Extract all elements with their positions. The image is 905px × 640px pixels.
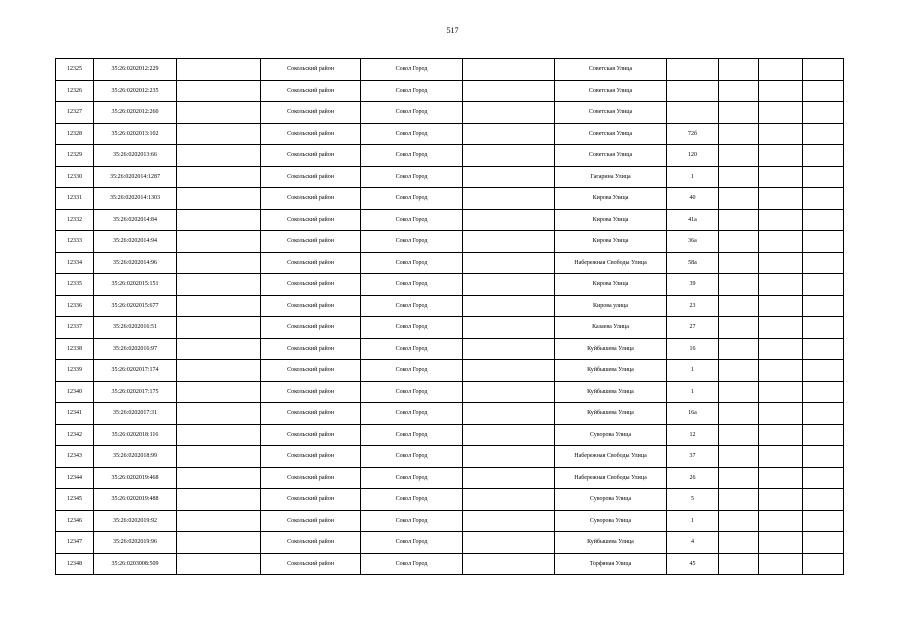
empty-cell	[463, 424, 555, 446]
table-row	[56, 166, 844, 188]
house-number-cell	[667, 80, 719, 102]
empty-cell	[803, 231, 844, 253]
empty-cell	[759, 231, 803, 253]
row-number-cell: 12334	[56, 252, 94, 274]
house-number-cell: 12	[667, 424, 719, 446]
cadastral-number-cell: 35:26:0202019:96	[94, 532, 177, 554]
cadastral-number-cell: 35:26:0202014:94	[94, 231, 177, 253]
empty-cell	[803, 80, 844, 102]
street-cell: Куйбышева Улица	[555, 403, 667, 425]
table-row	[56, 424, 844, 446]
empty-cell	[719, 80, 759, 102]
empty-cell	[463, 231, 555, 253]
empty-cell	[177, 231, 261, 253]
empty-cell	[759, 123, 803, 145]
empty-cell	[463, 252, 555, 274]
empty-cell	[719, 424, 759, 446]
house-number-cell	[667, 102, 719, 124]
empty-cell	[759, 59, 803, 81]
house-number-cell: 26	[667, 467, 719, 489]
empty-cell	[759, 424, 803, 446]
row-number-cell: 12348	[56, 553, 94, 575]
street-cell: Советская Улица	[555, 102, 667, 124]
district-cell: Сокольский район	[261, 166, 361, 188]
house-number-cell: 1	[667, 166, 719, 188]
row-number-cell: 12327	[56, 102, 94, 124]
row-number-cell: 12342	[56, 424, 94, 446]
house-number-cell: 4	[667, 532, 719, 554]
empty-cell	[463, 553, 555, 575]
city-cell: Сокол Город	[361, 317, 463, 339]
empty-cell	[719, 381, 759, 403]
empty-cell	[177, 209, 261, 231]
table-row	[56, 188, 844, 210]
house-number-cell: 37	[667, 446, 719, 468]
empty-cell	[177, 532, 261, 554]
cadastral-number-cell: 35:26:0202016:51	[94, 317, 177, 339]
empty-cell	[463, 317, 555, 339]
cadastral-number-cell: 35:26:0202012:235	[94, 80, 177, 102]
cadastral-number-cell: 35:26:0202015:151	[94, 274, 177, 296]
empty-cell	[759, 532, 803, 554]
street-cell: Набережная Свободы Улица	[555, 446, 667, 468]
street-cell: Кирова Улица	[555, 209, 667, 231]
district-cell: Сокольский район	[261, 209, 361, 231]
cadastral-number-cell: 35:26:0202012:260	[94, 102, 177, 124]
table-row	[56, 252, 844, 274]
empty-cell	[177, 188, 261, 210]
street-cell: Советская Улица	[555, 145, 667, 167]
empty-cell	[463, 360, 555, 382]
city-cell: Сокол Город	[361, 532, 463, 554]
empty-cell	[463, 209, 555, 231]
district-cell: Сокольский район	[261, 403, 361, 425]
street-cell: Советская Улица	[555, 59, 667, 81]
row-number-cell: 12328	[56, 123, 94, 145]
empty-cell	[719, 489, 759, 511]
empty-cell	[759, 467, 803, 489]
row-number-cell: 12346	[56, 510, 94, 532]
house-number-cell: 72б	[667, 123, 719, 145]
house-number-cell: 1	[667, 510, 719, 532]
table-row	[56, 446, 844, 468]
table-row	[56, 295, 844, 317]
city-cell: Сокол Город	[361, 209, 463, 231]
street-cell: Куйбышева Улица	[555, 338, 667, 360]
empty-cell	[719, 123, 759, 145]
empty-cell	[803, 510, 844, 532]
empty-cell	[803, 553, 844, 575]
street-cell: Кирова Улица	[555, 231, 667, 253]
cadastral-number-cell: 35:26:0202019:468	[94, 467, 177, 489]
empty-cell	[463, 80, 555, 102]
city-cell: Сокол Город	[361, 59, 463, 81]
cadastral-number-cell: 35:26:0202017:174	[94, 360, 177, 382]
house-number-cell: 40	[667, 188, 719, 210]
empty-cell	[803, 295, 844, 317]
city-cell: Сокол Город	[361, 360, 463, 382]
city-cell: Сокол Город	[361, 446, 463, 468]
empty-cell	[177, 360, 261, 382]
empty-cell	[803, 317, 844, 339]
district-cell: Сокольский район	[261, 446, 361, 468]
table-row	[56, 381, 844, 403]
empty-cell	[463, 338, 555, 360]
table-row	[56, 59, 844, 81]
district-cell: Сокольский район	[261, 553, 361, 575]
city-cell: Сокол Город	[361, 467, 463, 489]
street-cell: Куйбышева Улица	[555, 532, 667, 554]
empty-cell	[759, 403, 803, 425]
cadastral-number-cell: 35:26:0202013:102	[94, 123, 177, 145]
house-number-cell: 58а	[667, 252, 719, 274]
street-cell: Суворова Улица	[555, 489, 667, 511]
empty-cell	[463, 381, 555, 403]
empty-cell	[803, 489, 844, 511]
cadastral-number-cell: 35:26:0202015:677	[94, 295, 177, 317]
row-number-cell: 12345	[56, 489, 94, 511]
empty-cell	[803, 166, 844, 188]
city-cell: Сокол Город	[361, 102, 463, 124]
empty-cell	[177, 59, 261, 81]
house-number-cell: 27	[667, 317, 719, 339]
row-number-cell: 12343	[56, 446, 94, 468]
empty-cell	[719, 59, 759, 81]
empty-cell	[719, 209, 759, 231]
empty-cell	[803, 381, 844, 403]
street-cell: Казаева Улица	[555, 317, 667, 339]
district-cell: Сокольский район	[261, 338, 361, 360]
empty-cell	[177, 381, 261, 403]
cadastral-number-cell: 35:26:0202016:97	[94, 338, 177, 360]
empty-cell	[803, 403, 844, 425]
house-number-cell: 36а	[667, 231, 719, 253]
cadastral-number-cell: 35:26:0202012:229	[94, 59, 177, 81]
empty-cell	[759, 145, 803, 167]
row-number-cell: 12344	[56, 467, 94, 489]
empty-cell	[759, 381, 803, 403]
empty-cell	[803, 274, 844, 296]
empty-cell	[463, 123, 555, 145]
empty-cell	[803, 59, 844, 81]
empty-cell	[719, 188, 759, 210]
cadastral-number-cell: 35:26:0202014:1303	[94, 188, 177, 210]
district-cell: Сокольский район	[261, 188, 361, 210]
empty-cell	[463, 295, 555, 317]
empty-cell	[177, 403, 261, 425]
empty-cell	[803, 338, 844, 360]
empty-cell	[803, 446, 844, 468]
house-number-cell: 120	[667, 145, 719, 167]
street-cell: Советская Улица	[555, 123, 667, 145]
city-cell: Сокол Город	[361, 338, 463, 360]
district-cell: Сокольский район	[261, 59, 361, 81]
empty-cell	[803, 360, 844, 382]
table-row	[56, 145, 844, 167]
empty-cell	[803, 532, 844, 554]
registry-table	[55, 58, 844, 575]
row-number-cell: 12325	[56, 59, 94, 81]
row-number-cell: 12339	[56, 360, 94, 382]
cadastral-number-cell: 35:26:0202018:99	[94, 446, 177, 468]
empty-cell	[463, 532, 555, 554]
district-cell: Сокольский район	[261, 145, 361, 167]
empty-cell	[719, 145, 759, 167]
empty-cell	[803, 123, 844, 145]
empty-cell	[803, 188, 844, 210]
row-number-cell: 12330	[56, 166, 94, 188]
house-number-cell: 1	[667, 381, 719, 403]
city-cell: Сокол Город	[361, 403, 463, 425]
empty-cell	[759, 102, 803, 124]
district-cell: Сокольский район	[261, 532, 361, 554]
city-cell: Сокол Город	[361, 489, 463, 511]
cadastral-number-cell: 35:26:0202014:84	[94, 209, 177, 231]
table-row	[56, 360, 844, 382]
empty-cell	[463, 274, 555, 296]
cadastral-number-cell: 35:26:0202018:116	[94, 424, 177, 446]
street-cell: Набережная Свободы Улица	[555, 252, 667, 274]
street-cell: Суворова Улица	[555, 510, 667, 532]
house-number-cell: 1	[667, 360, 719, 382]
table-row	[56, 338, 844, 360]
district-cell: Сокольский район	[261, 123, 361, 145]
house-number-cell: 45	[667, 553, 719, 575]
row-number-cell: 12341	[56, 403, 94, 425]
house-number-cell	[667, 59, 719, 81]
street-cell: Суворова Улица	[555, 424, 667, 446]
empty-cell	[759, 338, 803, 360]
empty-cell	[759, 295, 803, 317]
table-row	[56, 510, 844, 532]
house-number-cell: 5	[667, 489, 719, 511]
district-cell: Сокольский район	[261, 231, 361, 253]
row-number-cell: 12340	[56, 381, 94, 403]
empty-cell	[177, 338, 261, 360]
table-row	[56, 274, 844, 296]
city-cell: Сокол Город	[361, 381, 463, 403]
empty-cell	[463, 510, 555, 532]
empty-cell	[177, 553, 261, 575]
empty-cell	[719, 317, 759, 339]
empty-cell	[719, 510, 759, 532]
empty-cell	[177, 489, 261, 511]
row-number-cell: 12326	[56, 80, 94, 102]
empty-cell	[177, 145, 261, 167]
row-number-cell: 12335	[56, 274, 94, 296]
city-cell: Сокол Город	[361, 424, 463, 446]
empty-cell	[719, 252, 759, 274]
empty-cell	[177, 80, 261, 102]
empty-cell	[719, 102, 759, 124]
table-row	[56, 80, 844, 102]
empty-cell	[719, 553, 759, 575]
empty-cell	[759, 446, 803, 468]
empty-cell	[463, 403, 555, 425]
street-cell: Советская Улица	[555, 80, 667, 102]
empty-cell	[177, 252, 261, 274]
house-number-cell: 41а	[667, 209, 719, 231]
empty-cell	[759, 252, 803, 274]
row-number-cell: 12338	[56, 338, 94, 360]
table-row	[56, 403, 844, 425]
district-cell: Сокольский район	[261, 381, 361, 403]
street-cell: Гагарина Улица	[555, 166, 667, 188]
empty-cell	[759, 188, 803, 210]
empty-cell	[177, 166, 261, 188]
street-cell: Набережная Свободы Улица	[555, 467, 667, 489]
empty-cell	[177, 123, 261, 145]
empty-cell	[177, 510, 261, 532]
empty-cell	[719, 231, 759, 253]
house-number-cell: 23	[667, 295, 719, 317]
table-row	[56, 123, 844, 145]
city-cell: Сокол Город	[361, 188, 463, 210]
table-row	[56, 102, 844, 124]
row-number-cell: 12347	[56, 532, 94, 554]
district-cell: Сокольский район	[261, 360, 361, 382]
cadastral-number-cell: 35:26:0202017:31	[94, 403, 177, 425]
district-cell: Сокольский район	[261, 80, 361, 102]
city-cell: Сокол Город	[361, 553, 463, 575]
table-row	[56, 489, 844, 511]
page-number: 517	[446, 26, 459, 35]
row-number-cell: 12329	[56, 145, 94, 167]
empty-cell	[759, 510, 803, 532]
row-number-cell: 12337	[56, 317, 94, 339]
empty-cell	[803, 467, 844, 489]
empty-cell	[463, 467, 555, 489]
empty-cell	[463, 102, 555, 124]
empty-cell	[177, 102, 261, 124]
empty-cell	[759, 489, 803, 511]
empty-cell	[719, 360, 759, 382]
street-cell: Куйбышева Улица	[555, 381, 667, 403]
empty-cell	[719, 295, 759, 317]
empty-cell	[759, 80, 803, 102]
district-cell: Сокольский район	[261, 424, 361, 446]
empty-cell	[463, 188, 555, 210]
empty-cell	[759, 317, 803, 339]
cadastral-number-cell: 35:26:0202019:92	[94, 510, 177, 532]
city-cell: Сокол Город	[361, 510, 463, 532]
cadastral-number-cell: 35:26:0202019:488	[94, 489, 177, 511]
street-cell: Кирова Улица	[555, 274, 667, 296]
house-number-cell: 16а	[667, 403, 719, 425]
empty-cell	[463, 446, 555, 468]
district-cell: Сокольский район	[261, 467, 361, 489]
cadastral-number-cell: 35:26:0203008:509	[94, 553, 177, 575]
empty-cell	[759, 274, 803, 296]
district-cell: Сокольский район	[261, 317, 361, 339]
cadastral-number-cell: 35:26:0202017:175	[94, 381, 177, 403]
empty-cell	[177, 467, 261, 489]
empty-cell	[759, 360, 803, 382]
empty-cell	[759, 166, 803, 188]
table-row	[56, 467, 844, 489]
district-cell: Сокольский район	[261, 252, 361, 274]
empty-cell	[803, 145, 844, 167]
empty-cell	[719, 532, 759, 554]
table-row	[56, 231, 844, 253]
table-row	[56, 209, 844, 231]
city-cell: Сокол Город	[361, 145, 463, 167]
table-row	[56, 317, 844, 339]
empty-cell	[759, 209, 803, 231]
cadastral-number-cell: 35:26:0202014:1287	[94, 166, 177, 188]
empty-cell	[177, 274, 261, 296]
city-cell: Сокол Город	[361, 80, 463, 102]
city-cell: Сокол Город	[361, 295, 463, 317]
empty-cell	[803, 252, 844, 274]
street-cell: Куйбышева Улица	[555, 360, 667, 382]
empty-cell	[803, 424, 844, 446]
empty-cell	[463, 489, 555, 511]
empty-cell	[177, 317, 261, 339]
city-cell: Сокол Город	[361, 123, 463, 145]
district-cell: Сокольский район	[261, 274, 361, 296]
table-row	[56, 532, 844, 554]
empty-cell	[719, 274, 759, 296]
empty-cell	[719, 166, 759, 188]
house-number-cell: 16	[667, 338, 719, 360]
registry-table-body	[56, 59, 844, 575]
district-cell: Сокольский район	[261, 489, 361, 511]
empty-cell	[463, 166, 555, 188]
empty-cell	[177, 295, 261, 317]
street-cell: Кирова Улица	[555, 188, 667, 210]
district-cell: Сокольский район	[261, 510, 361, 532]
city-cell: Сокол Город	[361, 252, 463, 274]
street-cell: Торфяная Улица	[555, 553, 667, 575]
row-number-cell: 12333	[56, 231, 94, 253]
empty-cell	[719, 403, 759, 425]
street-cell: Кирова улица	[555, 295, 667, 317]
district-cell: Сокольский район	[261, 102, 361, 124]
city-cell: Сокол Город	[361, 274, 463, 296]
empty-cell	[719, 467, 759, 489]
empty-cell	[463, 145, 555, 167]
table-row	[56, 553, 844, 575]
row-number-cell: 12331	[56, 188, 94, 210]
empty-cell	[177, 446, 261, 468]
city-cell: Сокол Город	[361, 231, 463, 253]
district-cell: Сокольский район	[261, 295, 361, 317]
empty-cell	[803, 102, 844, 124]
city-cell: Сокол Город	[361, 166, 463, 188]
cadastral-number-cell: 35:26:0202013:66	[94, 145, 177, 167]
empty-cell	[719, 446, 759, 468]
empty-cell	[803, 209, 844, 231]
empty-cell	[177, 424, 261, 446]
empty-cell	[463, 59, 555, 81]
house-number-cell: 39	[667, 274, 719, 296]
row-number-cell: 12336	[56, 295, 94, 317]
row-number-cell: 12332	[56, 209, 94, 231]
empty-cell	[719, 338, 759, 360]
empty-cell	[759, 553, 803, 575]
cadastral-number-cell: 35:26:0202014:96	[94, 252, 177, 274]
